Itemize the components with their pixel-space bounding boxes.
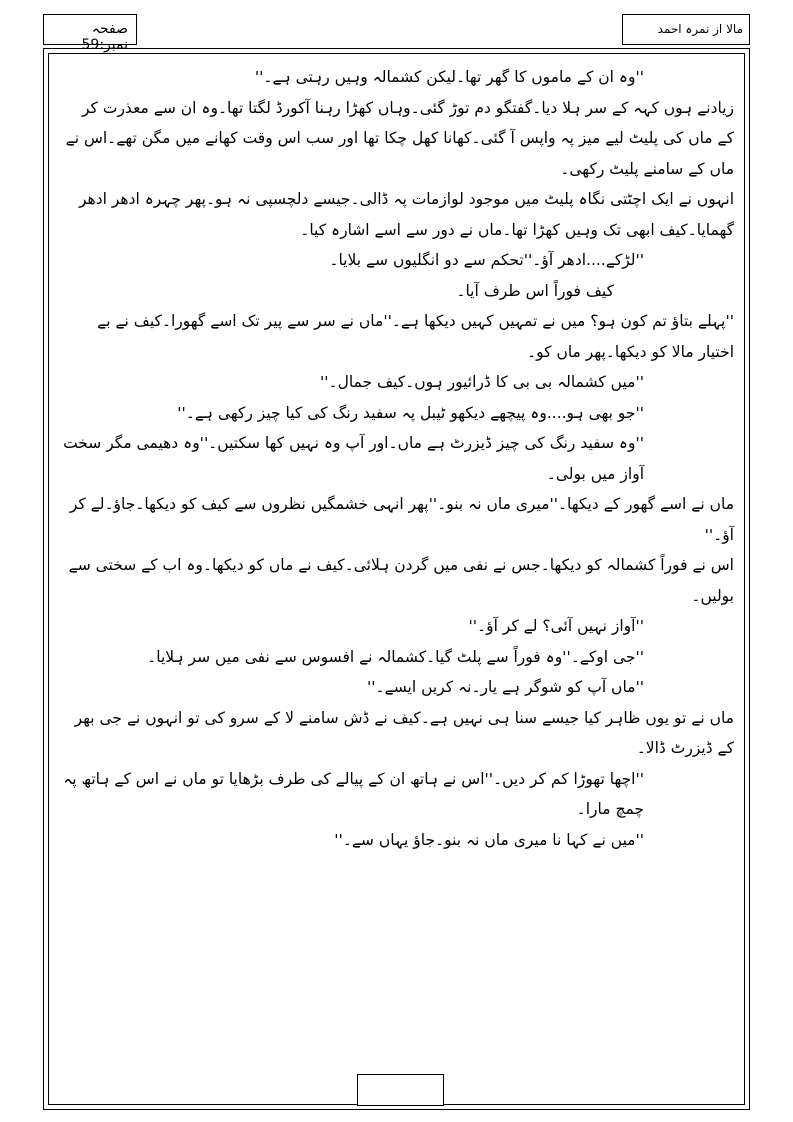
paragraph: انہوں نے ایک اچٹتی نگاہ پلیٹ میں موجود لوازمات پہ ڈالی۔جیسے دلچسپی نہ ہو۔پھر چہرہ ادھر ادھر گھمایا۔کیف ابھی تک وہیں کھڑا تھا۔ماں نے دور سے اسے اشارہ کیا۔ <box>78 190 734 239</box>
paragraph: کیف فوراً اس طرف آیا۔ <box>456 281 614 300</box>
paragraph: ''پہلے بتاؤ تم کون ہو؟ میں نے تمہیں کہیں دیکھا ہے۔''ماں نے سر سے پیر تک اسے گھورا۔کیف نے بے اختیار مالا کو دیکھا۔پھر ماں کو۔ <box>97 312 734 361</box>
page-number: صفحہ نمبر:59 <box>81 21 128 53</box>
paragraph: ''میں کشمالہ بی بی کا ڈرائیور ہوں۔کیف جمال۔'' <box>319 373 644 391</box>
paragraph: ماں نے تو یوں ظاہر کیا جیسے سنا ہی نہیں ہے۔کیف نے ڈش سامنے لا کے سرو کی تو انہوں نے جی بھر کے ڈیزرٹ ڈالا۔ <box>74 708 734 757</box>
paragraph: ''میں نے کہا نا میری ماں نہ بنو۔جاؤ یہاں سے۔'' <box>334 830 644 849</box>
author-box <box>622 14 750 45</box>
footer-box <box>357 1074 444 1106</box>
paragraph: ''وہ سفید رنگ کی چیز ڈیزرٹ ہے ماں۔اور آپ وہ نہیں کھا سکتیں۔''وہ دھیمی مگر سخت آواز میں بولی۔ <box>63 434 644 483</box>
paragraph: ''لڑکے....ادھر آؤ۔''تحکم سے دو انگلیوں سے بلایا۔ <box>329 251 644 269</box>
author-title: مالا از نمرہ احمد <box>657 22 743 36</box>
paragraph: ''ماں آپ کو شوگر ہے یار۔نہ کریں ایسے۔'' <box>367 678 644 696</box>
paragraph: اس نے فوراً کشمالہ کو دیکھا۔جس نے نفی میں گردن ہلائی۔کیف نے ماں کو دیکھا۔وہ اب کے سختی سے بولیں۔ <box>68 556 734 605</box>
page-body <box>62 62 734 855</box>
page-number-box <box>43 14 137 53</box>
paragraph: ''جی اوکے۔''وہ فوراً سے پلٹ گیا۔کشمالہ نے افسوس سے نفی میں سر ہلایا۔ <box>147 647 644 666</box>
paragraph: ''جو بھی ہو....وہ پیچھے دیکھو ٹیبل پہ سفید رنگ کی کیا چیز رکھی ہے۔'' <box>177 403 644 422</box>
paragraph: ''وہ ان کے ماموں کا گھر تھا۔لیکن کشمالہ وہیں رہتی ہے۔'' <box>254 68 644 86</box>
paragraph: زیادنے ہوں کہہ کے سر ہلا دیا۔گفتگو دم توڑ گئی۔وہاں کھڑا رہنا آکورڈ لگتا تھا۔وہ ان سے معذرت کر کے ماں کی پلیٹ لیے میز پہ واپس آ گئی۔کھانا کھل چکا تھا اور سب اس وقت کھانے میں مگن تھے۔اس نے ماں کے سامنے پلیٹ رکھی۔ <box>65 98 734 178</box>
paragraph: ''اچھا تھوڑا کم کر دیں۔''اس نے ہاتھ ان کے پیالے کی طرف بڑھایا تو ماں نے اس کے ہاتھ پہ چمچ مارا۔ <box>63 769 644 818</box>
paragraph: ماں نے اسے گھور کے دیکھا۔''میری ماں نہ بنو۔''پھر انہی خشمگیں نظروں سے کیف کو دیکھا۔جاؤ۔لے کر آؤ۔'' <box>69 495 734 544</box>
paragraph: ''آواز نہیں آئی؟ لے کر آؤ۔'' <box>468 617 644 635</box>
